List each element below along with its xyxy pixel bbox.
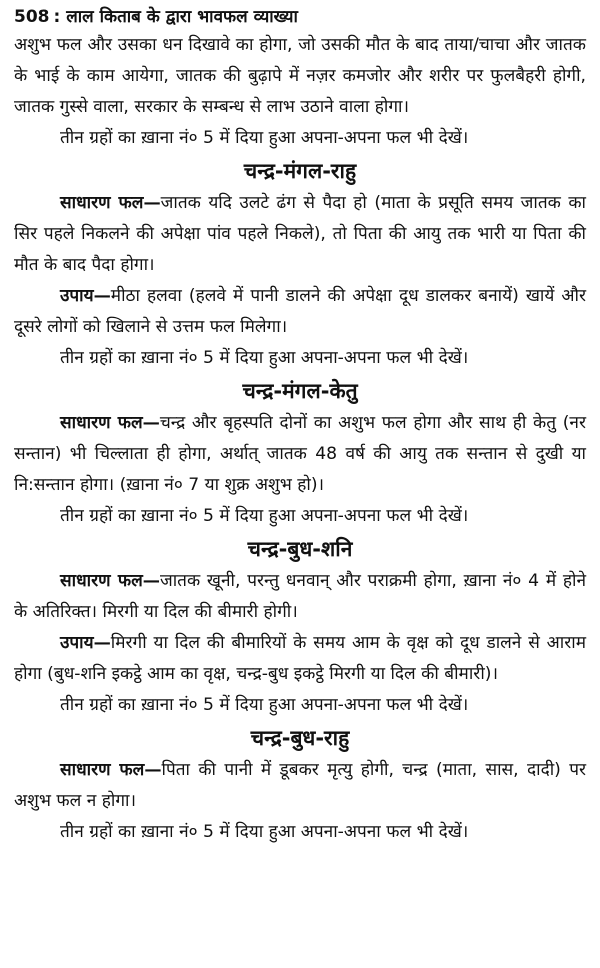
remedy-text: मीठा हलवा (हलवे में पानी डालने की अपेक्षा दूध डालकर बनायें) खायें और दूसरे लोगों को खिलाने से उत्तम फल मिलेगा। [14,286,586,337]
section-heading: चन्द्र-बुध-राहु [250,726,350,750]
result-text: चन्द्र और बृहस्पति दोनों का अशुभ फल होगा और साथ ही केतु (नर सन्तान) भी चिल्लाता ही होगा, अर्थात् जातक 48 वर्ष की आयु तक सन्तान से दुखी या नि:सन्तान होगा। (ख़ाना नं० 7 या शुक्र अशुभ हो)। [14,413,586,495]
section-heading: चन्द्र-मंगल-राहु [243,159,357,183]
result-paragraph [14,188,586,281]
reference-note: तीन ग्रहों का ख़ाना नं० 5 में दिया हुआ अपना-अपना फल भी देखें। [60,506,469,526]
remedy-paragraph [14,281,586,343]
result-text: पिता की पानी में डूबकर मृत्यु होगी, चन्द्र (माता, सास, दादी) पर अशुभ फल न होगा। [14,760,587,811]
section-chandra-budh-rahu [14,722,586,848]
result-label: साधारण फल— [60,413,160,433]
page-number: 508 [14,7,50,27]
section-chandra-mangal-ketu [14,375,586,532]
remedy-text: मिरगी या दिल की बीमारियों के समय आम के वृक्ष को दूध डालने से आराम होगा (बुध-शनि इकट्ठे आम का वृक्ष, चन्द्र-बुध इकट्ठे मिरगी या दिल की बीमारी)। [14,633,586,684]
reference-note: तीन ग्रहों का ख़ाना नं० 5 में दिया हुआ अपना-अपना फल भी देखें। [60,822,469,842]
book-title: लाल किताब के द्वारा भावफल व्याख्या [66,7,298,27]
result-text: जातक खूनी, परन्तु धनवान् और पराक्रमी होगा, ख़ाना नं० 4 में होने के अतिरिक्त। मिरगी या दिल की बीमारी होगी। [14,571,586,622]
result-label: साधारण फल— [60,193,161,213]
section-chandra-mangal-rahu [14,155,586,374]
reference-note: तीन ग्रहों का ख़ाना नं० 5 में दिया हुआ अपना-अपना फल भी देखें। [60,348,469,368]
section-heading: चन्द्र-बुध-शनि [247,537,353,561]
intro-paragraph: अशुभ फल और उसका धन दिखावे का होगा, जो उसकी मौत के बाद ताया/चाचा और जातक के भाई के काम आयेगा, जातक की बुढ़ापे में नज़र कमजोर और शरीर पर फुलबैहरी होगी, जातक गुस्से वाला, सरकार के सम्बन्ध से लाभ उठाने वाला होगा। [14,35,586,117]
reference-note: तीन ग्रहों का ख़ाना नं० 5 में दिया हुआ अपना-अपना फल भी देखें। [60,695,469,715]
result-text: जातक यदि उलटे ढंग से पैदा हो (माता के प्रसूति समय जातक का सिर पहले निकलने की अपेक्षा पांव पहले निकले), तो पिता की आयु तक भारी या पिता की मौत के बाद पैदा होगा। [14,193,586,275]
result-label: साधारण फल— [60,760,162,780]
section-heading: चन्द्र-मंगल-केतु [242,379,358,403]
intro-reference-note: तीन ग्रहों का ख़ाना नं० 5 में दिया हुआ अपना-अपना फल भी देखें। [60,128,469,148]
remedy-paragraph [14,628,586,690]
result-paragraph [14,755,586,817]
header-separator: : [53,7,61,27]
remedy-label: उपाय— [60,633,111,653]
remedy-label: उपाय— [60,286,111,306]
result-paragraph [14,408,586,501]
section-chandra-budh-shani [14,533,586,721]
running-head [14,4,586,30]
result-label: साधारण फल— [60,571,160,591]
result-paragraph [14,566,586,628]
